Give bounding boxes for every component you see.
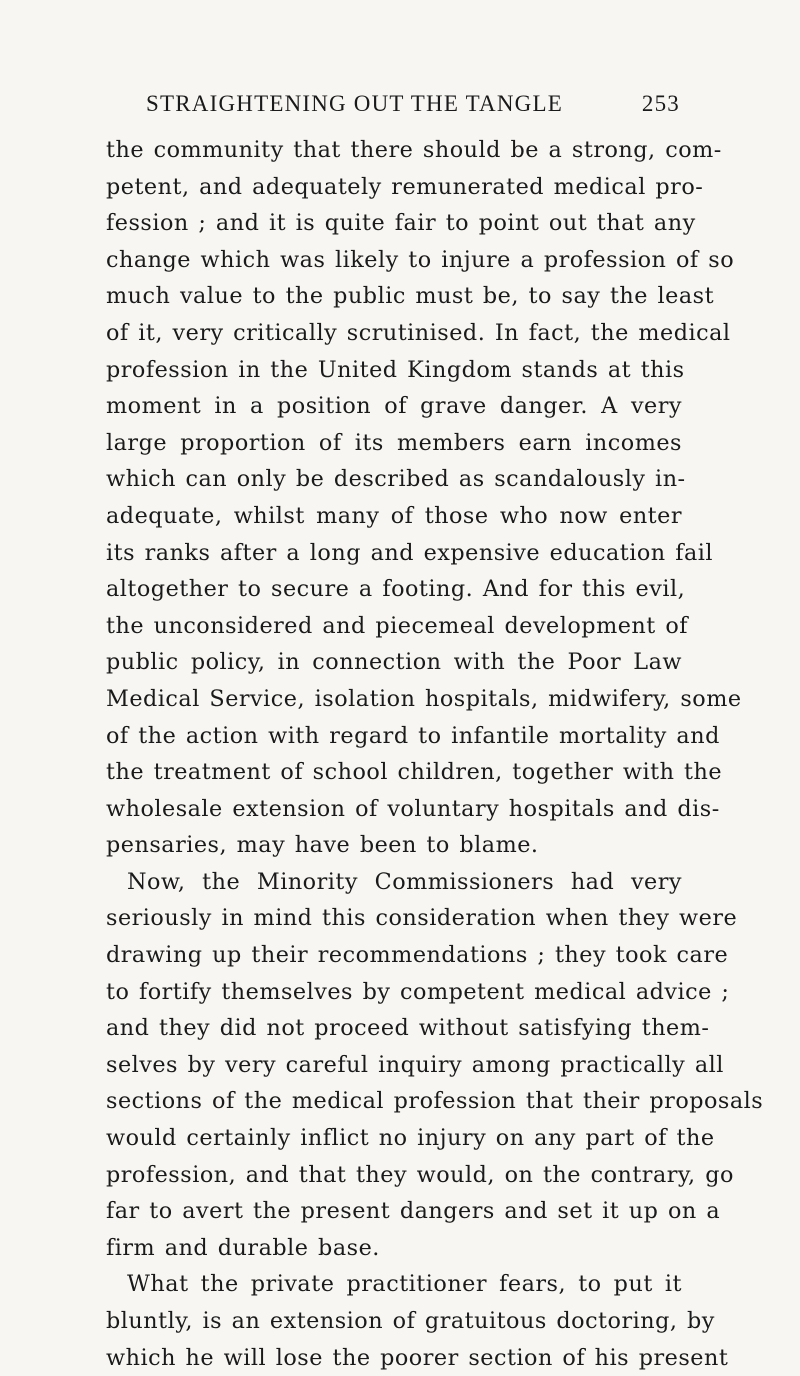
- text-line: altogether to secure a footing. And for this evil,: [106, 576, 686, 603]
- text-line: drawing up their recommendations ; they took care: [106, 942, 729, 969]
- text-line: Medical Service, isolation hospitals, midwifery, some: [106, 685, 742, 712]
- text-line: the treatment of school children, together with the: [106, 759, 723, 786]
- text-line: to fortify themselves by competent medical advice ;: [106, 978, 730, 1005]
- text-line: the community that there should be a strong, com-: [106, 137, 722, 163]
- text-line: seriously in mind this consideration when they were: [106, 905, 738, 932]
- text-line: moment in a position of grave danger. A very: [106, 393, 682, 420]
- paragraph-first-line: Now, the Minority Commissioners had very: [127, 868, 682, 895]
- text-line: which can only be described as scandalously in-: [106, 466, 686, 493]
- text-line: profession, and that they would, on the contrary, go: [106, 1161, 734, 1188]
- text-line: profession in the United Kingdom stands at this: [106, 356, 685, 383]
- text-line: public policy, in connection with the Poor Law: [106, 649, 682, 676]
- paragraph-end-line: firm and durable base.: [106, 1234, 380, 1261]
- text-line: petent, and adequately remunerated medical pro-: [106, 173, 704, 200]
- text-line: the unconsidered and piecemeal development of: [106, 612, 689, 639]
- text-line: and they did not proceed without satisfying them-: [106, 1015, 710, 1042]
- text-line: much value to the public must be, to say the least: [106, 283, 715, 310]
- text-line: which he will lose the poorer section of his present: [106, 1344, 729, 1371]
- body-text: [106, 132, 764, 1376]
- text-line: would certainly inflict no injury on any part of the: [106, 1125, 715, 1152]
- text-line: large proportion of its members earn incomes: [106, 429, 682, 456]
- running-head-title: STRAIGHTENING OUT THE TANGLE: [146, 91, 563, 116]
- text-line: sections of the medical profession that their proposals: [106, 1088, 764, 1115]
- running-head: [146, 84, 680, 124]
- text-line: its ranks after a long and expensive education fail: [106, 539, 714, 566]
- text-line: fession ; and it is quite fair to point out that any: [106, 210, 696, 237]
- paragraph-first-line: What the private practitioner fears, to put it: [127, 1271, 682, 1298]
- text-line: change which was likely to injure a profession of so: [106, 246, 735, 273]
- text-line: far to avert the present dangers and set it up on a: [106, 1198, 721, 1225]
- paragraph-end-line: pensaries, may have been to blame.: [106, 832, 539, 859]
- page-number: 253: [641, 91, 680, 116]
- text-line: of the action with regard to infantile mortality and: [106, 722, 720, 749]
- text-line: wholesale extension of voluntary hospitals and dis-: [106, 795, 720, 822]
- text-line: of it, very critically scrutinised. In fact, the medical: [106, 319, 731, 346]
- text-line: adequate, whilst many of those who now enter: [106, 502, 682, 529]
- text-line: selves by very careful inquiry among practically all: [106, 1051, 724, 1078]
- text-line: bluntly, is an extension of gratuitous doctoring, by: [106, 1308, 715, 1334]
